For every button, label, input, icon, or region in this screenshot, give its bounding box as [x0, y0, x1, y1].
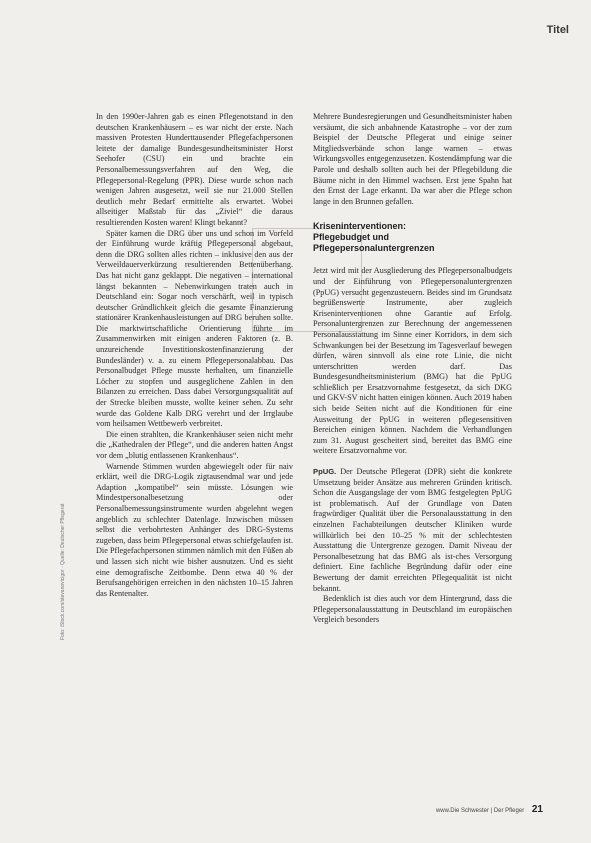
subheading-line-2: Pflegebudget und [313, 232, 389, 243]
left-column [96, 112, 293, 599]
closing-paragraph: Bedenklich ist dies auch vor dem Hintergrund, dass die Pflegepersonalausstattung in Deutschland im europäischen Vergleich besonders [313, 594, 512, 625]
subheading-line-1: Kriseninterventionen: [313, 221, 407, 232]
photo-credit: Foto: iStock.com/stevanovicigor · Quelle: Deutscher Pflegerat [60, 503, 66, 640]
subheading-line-3: Pflegepersonaluntergrenzen [313, 243, 435, 254]
left-paragraph-4: Warnende Stimmen wurden abgewiegelt oder für naiv erklärt, weil die DRG-Logik zigtausendmal war und jede Adaption „kompatibel“ sein müsste. Lösungen wie Mindestpersonalbesetzung oder Personalbemessungsinstrumente wurden abgelehnt wegen angeblich zu schlechter Datenlage. Inzwischen müssen selbst die verbohrtesten Anhänger des DRG-Systems zugeben, dass beim Pflegepersonal etwas schiefgelaufen ist. Die Pflegefachpersonen stimmen nämlich mit den Füßen ab und lassen sich nicht wie bisher ausnutzen. Und es sieht eine demografische Zeitbombe. Denn etwa 40 % der Berufsangehörigen erreichen in den nächsten 10–15 Jahren das Rentenalter. [96, 461, 293, 598]
left-paragraph-3: Die einen strahlten, die Krankenhäuser seien nicht mehr die „Kathedralen der Pflege“, und die anderen hatten Angst vor dem „blutig entlassenen Krankenhaus“. [96, 429, 293, 460]
journal-name: www.Die Schwester | Der Pfleger [435, 808, 525, 814]
subheading [313, 221, 512, 254]
page-footer [436, 804, 543, 815]
ppug-text: Der Deutsche Pflegerat (DPR) sieht die konkrete Umsetzung beider Ansätze aus mehreren Gründen kritisch. Schon die Ausgangslage der vom BMG festgelegten PpUG ist problematisch. Auf der Grundlage von Daten fragwürdiger Qualität über die Personalausstattung in den einzelnen Fachabteilungen deutscher Kliniken wurde willkürlich bei den 10–25 % mit der schlechtesten Ausstattung die Untergrenze gezogen. Damit Niveau der Personalbesetzung hat das BMG als ist-ches Versorgung definiert. Eine fachliche Begründung dafür oder eine Bewertung der damit erreichten Pflegequalität ist nicht bekannt. [313, 467, 512, 593]
left-paragraph-1: In den 1990er-Jahren gab es einen Pflegenotstand in den deutschen Krankenhäusern – es war nicht der erste. Nach massiven Protesten Hunderttausender Pflegefachpersonen leitete der damalige Bundesgesundheitsminister Horst Seehofer (CSU) ein und brachte ein Personalbemessungsverfahren auf den Weg, die Pflegepersonal-Regelung (PPR). Diese wurde schon nach wenigen Jahren ausgesetzt, weil sie nur 21.000 Stellen deutlich mehr Bedarf ermittelte als erwartet. Wobei allseitiger Maßstab für das „Ziviel“ die daraus resultierenden Kosten waren! Klingt bekannt? [96, 112, 293, 227]
section-label: Titel [546, 24, 569, 36]
page-number: 21 [531, 804, 543, 815]
right-body-paragraph: Jetzt wird mit der Ausgliederung des Pflegepersonalbudgets und der Einführung von Pflegepersonaluntergrenzen (PpUG) versucht gegenzusteuern. Beides sind im Grundsatz begrüßenswerte Instrumente, aber zugleich Kriseninterventionen ohne Garantie auf Erfolg. Personaluntergrenzen zur Berechnung der angemessenen Personalausstattung im Sinne einer Korridors, in dem sich Schwankungen bei der Besetzung im Tagesverlauf bewegen dürfen, wären sinnvoll als eine rote Linie, die nicht unterschritten werden darf. Das Bundesgesundheitsministerium (BMG) hat die PpUG schließlich per Ersatzvornahme festgesetzt, da sich DKG und GKV-SV nicht hatten einigen können. Auch 2019 haben sich beide Seiten nicht auf die Konditionen für eine Ausweitung der PpUG in weiteren pflegesensitiven Bereichen einigen können. Nachdem die Verhandlungen zum 31. August gescheitert sind, bereitet das BMG eine weitere Ersatzvornahme vor. [313, 266, 512, 456]
right-column [313, 112, 512, 626]
ppug-paragraph [313, 467, 512, 594]
ppug-lead-word: PpUG. [313, 467, 337, 477]
left-paragraph-2: Später kamen die DRG über uns und schon im Vorfeld der Einführung wurde kräftig Pflegepersonal abgebaut, denn die DRG sollten alles richten – inklusive den aus der Verweildauerverkürzung resultierenden Bettenüberhang. Das hat nicht ganz geklappt. Die negativen – international längst bekannten – Nebenwirkungen traten auch in Deutschland ein: Sogar noch verschärft, weil in typisch deutscher Gründlichkeit gleich die gesamte Finanzierung stationärer Krankenhausleistungen auf DRG beruhen sollte. Die marktwirtschaftliche Orientierung führte im Zusammenwirken mit einigen anderen Faktoren (z. B. unzureichende Investitionskostenfinanzierung der Bundesländer) v. a. zu einem Pflegepersonalabbau. Das Personalbudget Pflege musste herhalten, um finanzielle Löcher zu stopfen und ausgeglichene Zahlen in den Bilanzen zu erreichen. Dass dabei Versorgungsqualität auf der Strecke bleiben musste, wollte keiner sehen. Zu sehr wurde das Goldene Kalb DRG verehrt und der Irrglaube vom heilsamen Wettbewerb verbreitet. [96, 228, 293, 429]
right-intro-paragraph: Mehrere Bundesregierungen und Gesundheitsminister haben versäumt, die sich anbahnende Katastrophe – vor der zum Beispiel der Deutsche Pflegerat und einige seiner Mitgliedsverbände schon lange warnen – etwas Wirkungsvolles entgegenzusetzen. Kostendämpfung war die Parole und deshalb sollten auch bei der Pflegebildung die Bäume nicht in den Himmel wachsen. Erst jene Spahn hat den Ernst der Lage erkannt. Da war aber die Pflege schon lange in den Brunnen gefallen. [313, 112, 512, 206]
